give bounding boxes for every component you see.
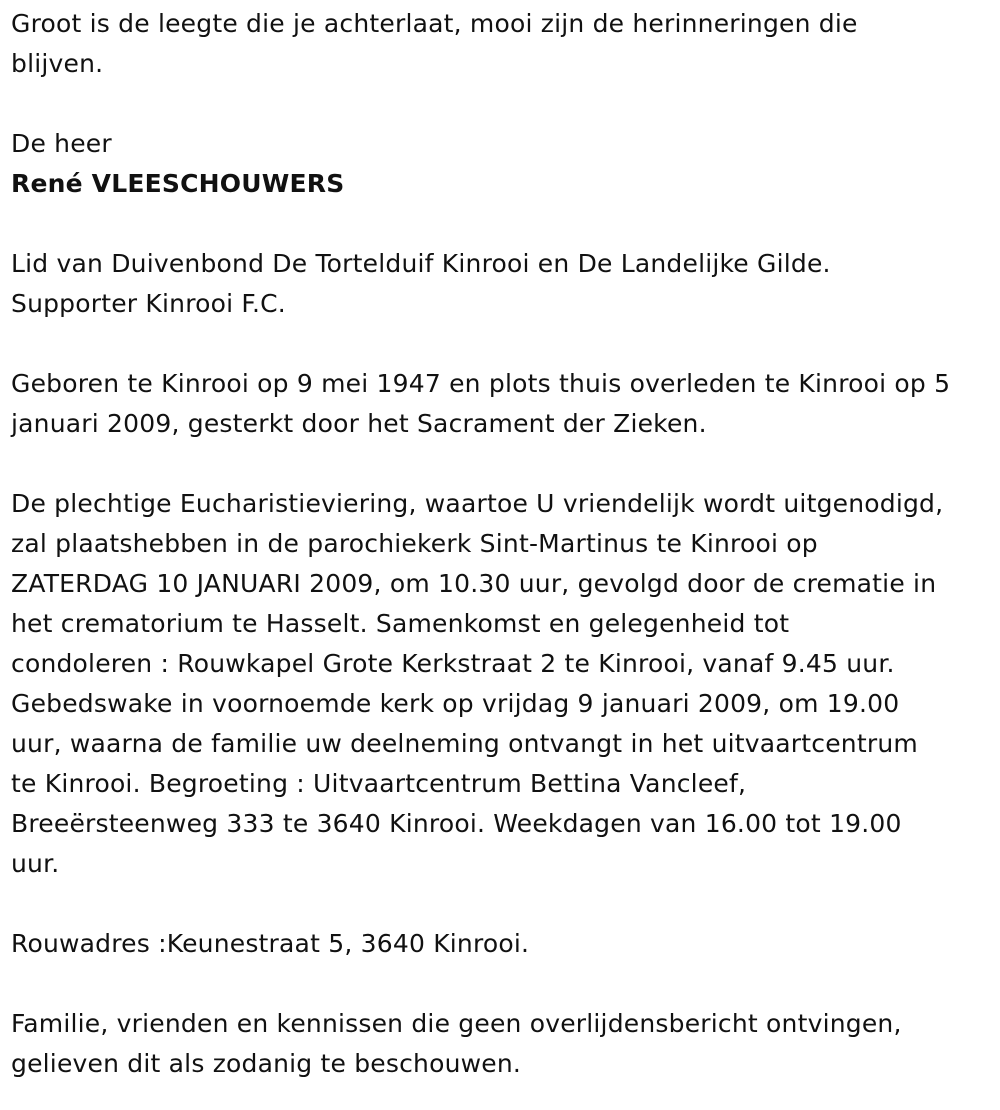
mourning-address <box>11 924 990 964</box>
birth-death-info <box>11 364 990 444</box>
birth-death-line: januari 2009, gesterkt door het Sacrament der Zieken. <box>11 409 707 438</box>
birth-death-line: Geboren te Kinrooi op 9 mei 1947 en plots thuis overleden te Kinrooi op 5 <box>11 369 951 398</box>
ceremony-line: Gebedswake in voornoemde kerk op vrijdag 9 januari 2009, om 19.00 <box>11 689 900 718</box>
ceremony-line: De plechtige Eucharistieviering, waartoe U vriendelijk wordt uitgenodigd, <box>11 489 944 518</box>
deceased-name: René VLEESCHOUWERS <box>11 169 345 198</box>
membership-line: Lid van Duivenbond De Tortelduif Kinrooi en De Landelijke Gilde. <box>11 249 831 278</box>
opening-quote-line: blijven. <box>11 49 104 78</box>
memberships <box>11 244 990 324</box>
mourning-address-line: Rouwadres :Keunestraat 5, 3640 Kinrooi. <box>11 929 530 958</box>
ceremony-line: Breeërsteenweg 333 te 3640 Kinrooi. Weekdagen van 16.00 tot 19.00 <box>11 809 902 838</box>
opening-quote-line: Groot is de leegte die je achterlaat, mooi zijn de herinneringen die <box>11 9 858 38</box>
membership-line: Supporter Kinrooi F.C. <box>11 289 286 318</box>
closing-note <box>11 1004 990 1084</box>
honorific: De heer <box>11 129 112 158</box>
closing-note-line: gelieven dit als zodanig te beschouwen. <box>11 1049 522 1078</box>
ceremony-line: ZATERDAG 10 JANUARI 2009, om 10.30 uur, gevolgd door de crematie in <box>11 569 937 598</box>
ceremony-details <box>11 484 990 884</box>
ceremony-line: het crematorium te Hasselt. Samenkomst en gelegenheid tot <box>11 609 790 638</box>
closing-note-line: Familie, vrienden en kennissen die geen overlijdensbericht ontvingen, <box>11 1009 902 1038</box>
ceremony-line: condoleren : Rouwkapel Grote Kerkstraat 2 te Kinrooi, vanaf 9.45 uur. <box>11 649 895 678</box>
ceremony-line: zal plaatshebben in de parochiekerk Sint-Martinus te Kinrooi op <box>11 529 818 558</box>
ceremony-line: te Kinrooi. Begroeting : Uitvaartcentrum Bettina Vancleef, <box>11 769 747 798</box>
ceremony-line: uur. <box>11 849 60 878</box>
ceremony-line: uur, waarna de familie uw deelneming ontvangt in het uitvaartcentrum <box>11 729 918 758</box>
opening-quote <box>11 4 990 84</box>
deceased-header <box>11 124 990 204</box>
